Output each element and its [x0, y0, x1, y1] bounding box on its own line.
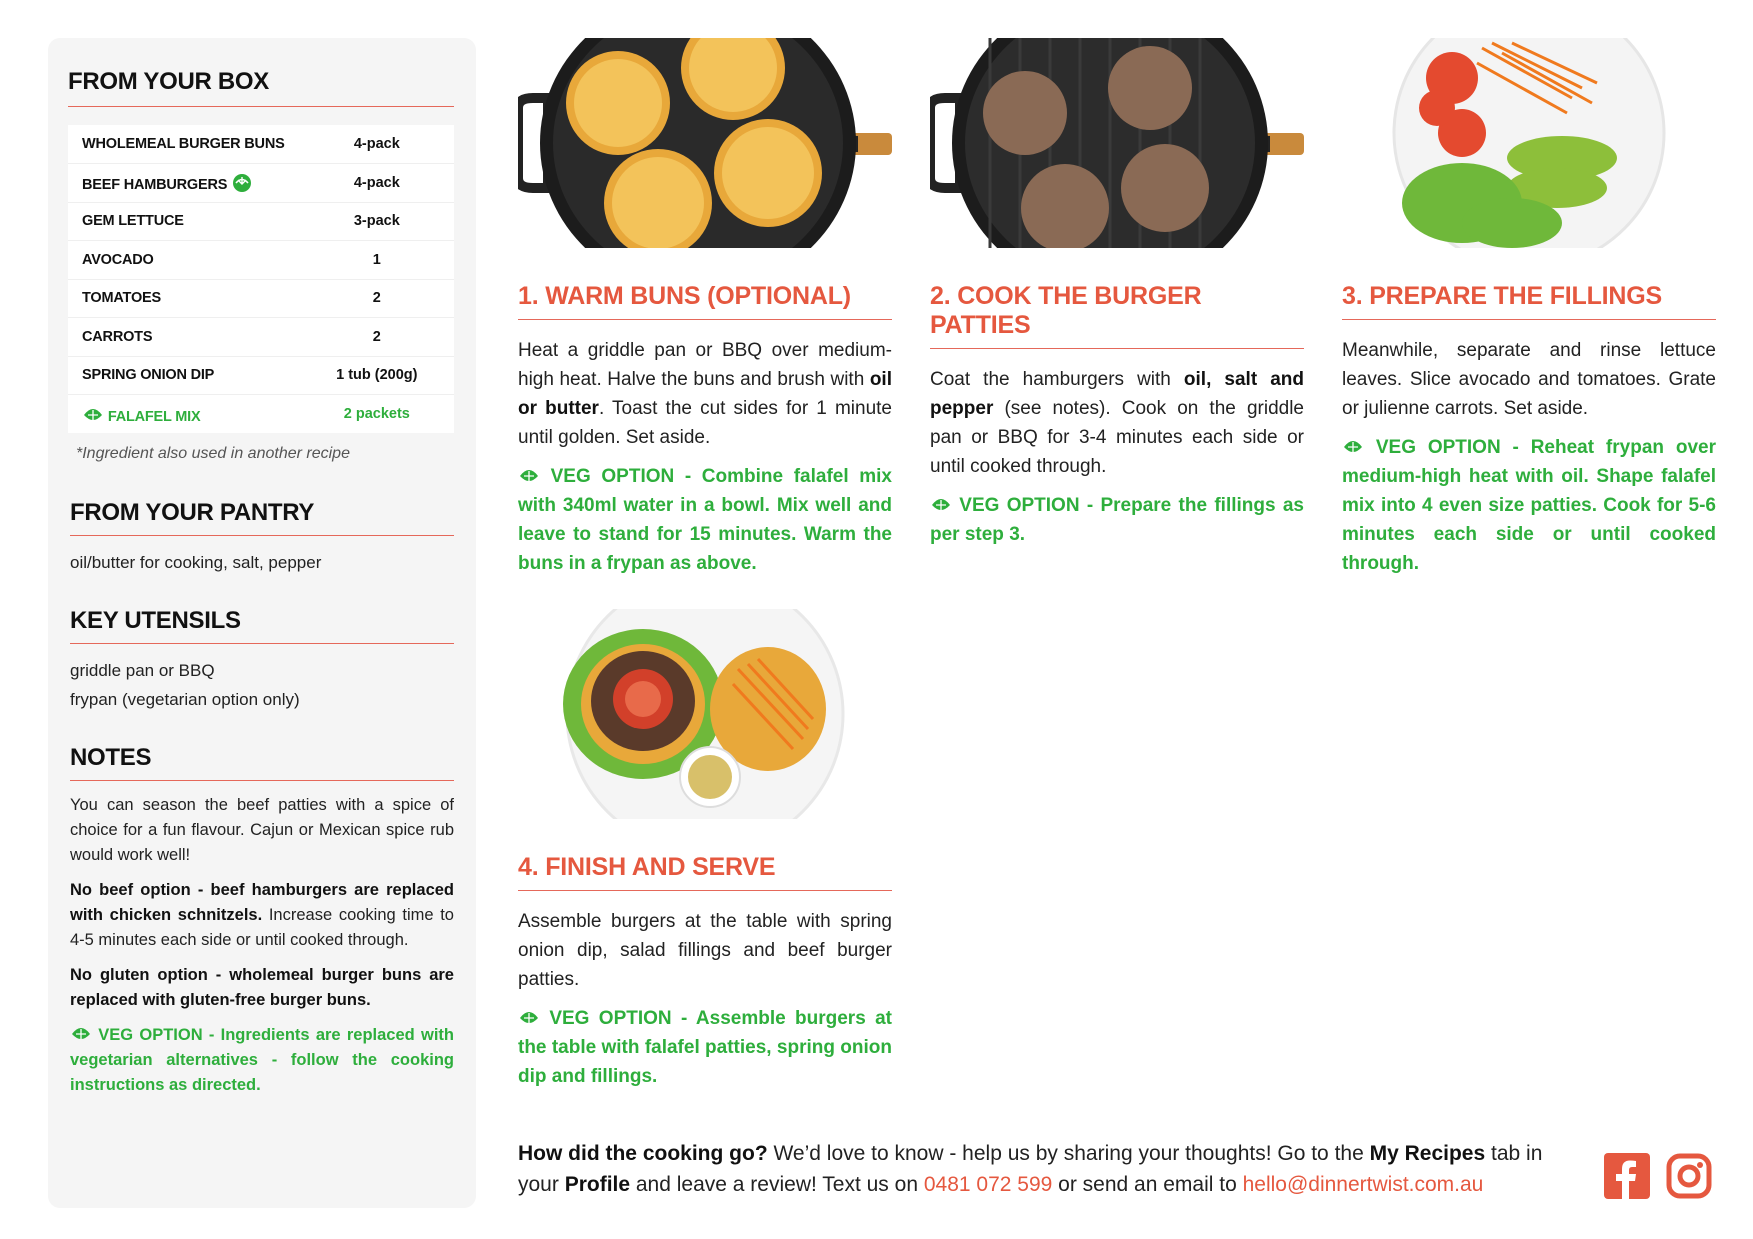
- ingredient-qty: 4-pack: [300, 125, 454, 164]
- from-your-box-title: FROM YOUR BOX: [68, 68, 454, 107]
- ingredients-panel: [48, 38, 476, 1208]
- pantry-text: oil/butter for cooking, salt, pepper: [70, 553, 322, 572]
- step-veg-option: VEG OPTION - Assemble burgers at the table with falafel patties, spring onion dip and fillings.: [518, 1008, 892, 1087]
- utensils-section: [68, 607, 454, 714]
- step-veg-option: VEG OPTION - Reheat frypan over medium-high heat with oil. Shape falafel mix into 4 even size patties. Cook for 5-6 minutes each side or until cooked through.: [1342, 437, 1716, 574]
- ingredient-qty: 1: [300, 241, 454, 280]
- ingredient-qty: 3-pack: [300, 202, 454, 241]
- instagram-icon[interactable]: [1666, 1153, 1712, 1199]
- step-3: [1342, 38, 1716, 578]
- step-instructions: Coat the hamburgers with oil, salt and pepper (see notes). Cook on the griddle pan or BBQ for 3-4 minutes each side or until cooked through.: [930, 369, 1304, 477]
- veg-leaf-icon: [518, 465, 540, 485]
- facebook-icon[interactable]: [1604, 1153, 1650, 1199]
- burger-plate-image: [518, 609, 892, 819]
- ingredient-row: [68, 241, 454, 280]
- step-1: [518, 38, 892, 578]
- patties-in-pan-image: [930, 38, 1304, 248]
- ingredient-qty: 2 packets: [343, 406, 410, 422]
- ingredient-name: TOMATOES: [68, 279, 300, 318]
- ingredient-row-veg: [68, 395, 454, 434]
- notes-section: [68, 744, 454, 1098]
- step-instructions: Meanwhile, separate and rinse lettuce leaves. Slice avocado and tomatoes. Grate or julienne carrots. Set aside.: [1342, 340, 1716, 419]
- veg-leaf-icon: [930, 494, 952, 514]
- step-veg-option: VEG OPTION - Prepare the fillings as per step 3.: [930, 495, 1304, 545]
- pantry-section: [68, 499, 454, 577]
- step-veg-option: VEG OPTION - Combine falafel mix with 340ml water in a bowl. Mix well and leave to stand for 15 minutes. Warm the buns in a frypan as above.: [518, 466, 892, 574]
- note-spice: You can season the beef patties with a spice of choice for a fun flavour. Cajun or Mexican spice rub would work well!: [70, 796, 454, 864]
- ingredient-name: BEEF HAMBURGERS: [82, 177, 228, 194]
- ingredient-name: GEM LETTUCE: [68, 202, 300, 241]
- ingredient-name: WHOLEMEAL BURGER BUNS: [68, 125, 300, 164]
- step-title: 1. WARM BUNS (OPTIONAL): [518, 282, 892, 320]
- ingredient-row: [68, 318, 454, 357]
- utensil-item: griddle pan or BBQ: [70, 661, 215, 680]
- ingredient-qty: 1 tub (200g): [300, 356, 454, 395]
- shared-ingredient-footnote: *Ingredient also used in another recipe: [76, 445, 350, 462]
- note-no-beef: No beef option - beef hamburgers are replaced with chicken schnitzels. Increase cooking time to 4-5 minutes each side or until cooked through.: [70, 881, 454, 949]
- step-title: 2. COOK THE BURGER PATTIES: [930, 282, 1304, 349]
- ingredient-row: [68, 356, 454, 395]
- ingredient-name: AVOCADO: [68, 241, 300, 280]
- step-2: [930, 38, 1304, 549]
- veg-leaf-icon: [82, 404, 104, 424]
- veg-leaf-icon: [518, 1007, 540, 1027]
- step-title: 4. FINISH AND SERVE: [518, 853, 892, 891]
- phone-number-link[interactable]: 0481 072 599: [923, 1173, 1053, 1196]
- ingredient-row: [68, 202, 454, 241]
- buns-in-pan-image: [518, 38, 892, 248]
- ingredient-name: FALAFEL MIX: [107, 408, 201, 425]
- fillings-plate-image: [1342, 38, 1716, 248]
- ingredient-row: [68, 125, 454, 164]
- ingredient-qty: 2: [300, 279, 454, 318]
- shared-ingredient-icon: [231, 172, 253, 192]
- review-callout: How did the cooking go? We’d love to know - help us by sharing your thoughts! Go to the My Recipes tab in your Profile and leave a review! Text us on 0481 072 599 or send an email to hello@dinnertwist.com.au: [518, 1142, 1543, 1196]
- step-title: 3. PREPARE THE FILLINGS: [1342, 282, 1716, 320]
- notes-title: NOTES: [70, 744, 454, 781]
- note-veg-option: VEG OPTION - Ingredients are replaced with vegetarian alternatives - follow the cooking instructions as directed.: [70, 1023, 454, 1098]
- veg-leaf-icon: [70, 1023, 92, 1043]
- ingredient-qty: 2: [300, 318, 454, 357]
- pantry-title: FROM YOUR PANTRY: [70, 499, 454, 536]
- utensil-item: frypan (vegetarian option only): [70, 690, 300, 709]
- veg-leaf-icon: [1342, 436, 1364, 456]
- note-no-gluten: No gluten option - wholemeal burger buns are replaced with gluten-free burger buns.: [70, 966, 454, 1009]
- ingredient-row: [68, 164, 454, 203]
- step-4: [518, 609, 892, 1091]
- step-instructions: Assemble burgers at the table with spring onion dip, salad fillings and beef burger patties.: [518, 911, 892, 990]
- ingredients-table: [68, 125, 454, 433]
- ingredient-qty: 4-pack: [300, 164, 454, 203]
- ingredient-name: CARROTS: [68, 318, 300, 357]
- ingredient-row: [68, 279, 454, 318]
- utensils-title: KEY UTENSILS: [70, 607, 454, 644]
- email-link[interactable]: hello@dinnertwist.com.au: [1242, 1173, 1484, 1196]
- ingredient-name: SPRING ONION DIP: [68, 356, 300, 395]
- step-instructions: Heat a griddle pan or BBQ over medium-high heat. Halve the buns and brush with oil or butter. Toast the cut sides for 1 minute until golden. Set aside.: [518, 340, 892, 448]
